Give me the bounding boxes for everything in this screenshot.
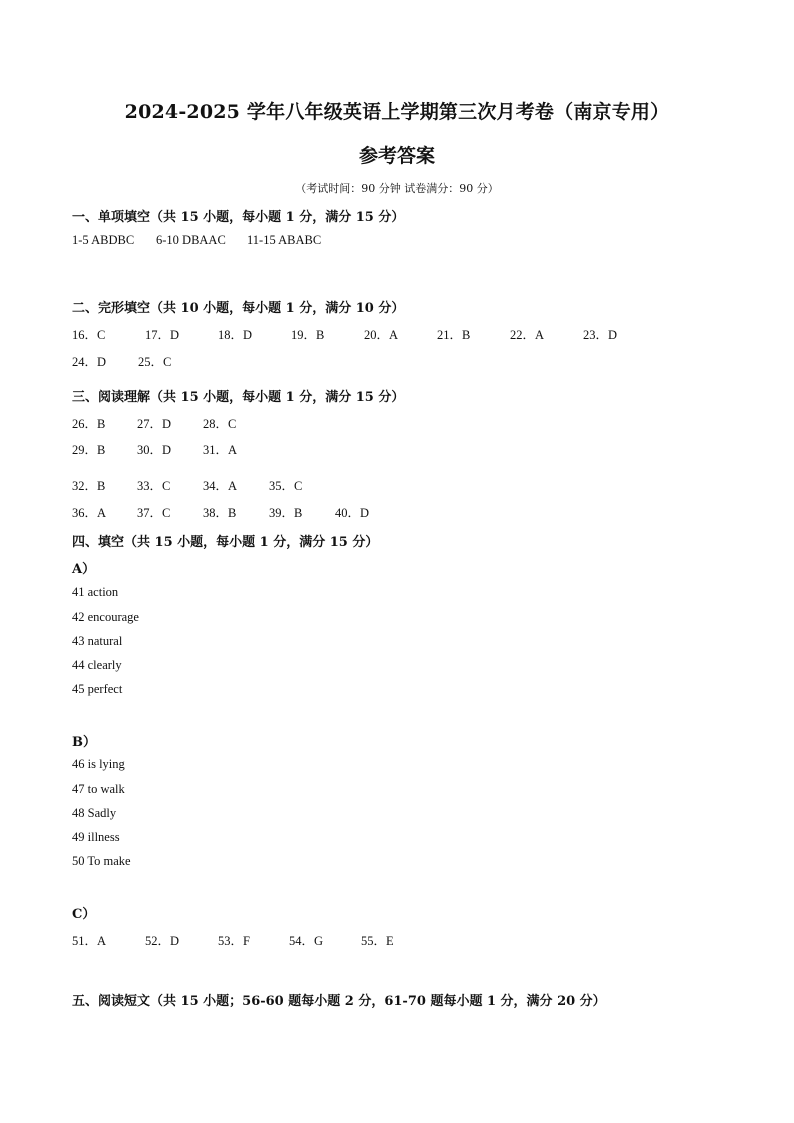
section-4-heading: 四、填空（共 15 小题，每小题 1 分，满分 15 分） [72, 535, 379, 550]
part-a-label: A） [72, 562, 96, 577]
answer-item: 33．C [137, 479, 171, 493]
answer-item: 16．C [72, 328, 106, 342]
answer-group: 1-5 ABDBC [72, 233, 135, 247]
list-item: 46 is lying [72, 757, 125, 771]
page-subtitle: 参考答案 [358, 145, 435, 167]
answer-item: 18．D [218, 328, 253, 342]
answer-item: 36．A [72, 506, 107, 520]
list-item: 49 illness [72, 830, 120, 844]
answer-item: 32．B [72, 479, 106, 493]
exam-info: （考试时间：90 分钟 试卷满分：90 分） [295, 182, 499, 195]
section-1-heading: 一、单项填空（共 15 小题，每小题 1 分，满分 15 分） [72, 210, 405, 225]
answer-item: 27．D [137, 417, 172, 431]
answer-item: 55．E [361, 934, 394, 948]
answer-item: 39．B [269, 506, 303, 520]
answer-item: 40．D [335, 506, 370, 520]
answer-item: 29．B [72, 443, 106, 457]
answer-item: 53．F [218, 934, 250, 948]
list-item: 50 To make [72, 854, 131, 868]
answer-item: 30．D [137, 443, 172, 457]
part-b-label: B） [72, 735, 96, 750]
answer-item: 20．A [364, 328, 399, 342]
answer-item: 34．A [203, 479, 238, 493]
list-item: 47 to walk [72, 782, 125, 796]
list-item: 44 clearly [72, 658, 122, 672]
section-2-heading: 二、完形填空（共 10 小题，每小题 1 分，满分 10 分） [72, 301, 405, 316]
list-item: 42 encourage [72, 610, 139, 624]
answer-item: 54．G [289, 934, 324, 948]
list-item: 45 perfect [72, 682, 123, 696]
answer-item: 28．C [203, 417, 237, 431]
answer-item: 21．B [437, 328, 471, 342]
answer-item: 31．A [203, 443, 238, 457]
answer-item: 51．A [72, 934, 107, 948]
answer-item: 26．B [72, 417, 106, 431]
list-item: 48 Sadly [72, 806, 117, 820]
list-item: 41 action [72, 585, 119, 599]
answer-item: 35．C [269, 479, 303, 493]
answer-item: 38．B [203, 506, 237, 520]
page-title: 2024-2025 学年八年级英语上学期第三次月考卷（南京专用） [124, 101, 670, 123]
answer-item: 52．D [145, 934, 180, 948]
answer-item: 25．C [138, 355, 172, 369]
section-3-heading: 三、阅读理解（共 15 小题，每小题 1 分，满分 15 分） [72, 390, 405, 405]
list-item: 43 natural [72, 634, 123, 648]
part-c-label: C） [72, 907, 96, 922]
answer-item: 23．D [583, 328, 618, 342]
answer-group: 11-15 ABABC [247, 233, 322, 247]
answer-item: 24．D [72, 355, 107, 369]
answer-item: 19．B [291, 328, 325, 342]
answer-item: 17．D [145, 328, 180, 342]
answer-item: 22．A [510, 328, 545, 342]
answer-item: 37．C [137, 506, 171, 520]
answer-group: 6-10 DBAAC [156, 233, 226, 247]
section-5-heading: 五、阅读短文（共 15 小题；56-60 题每小题 2 分，61-70 题每小题 1 分，满分 20 分） [72, 994, 606, 1009]
